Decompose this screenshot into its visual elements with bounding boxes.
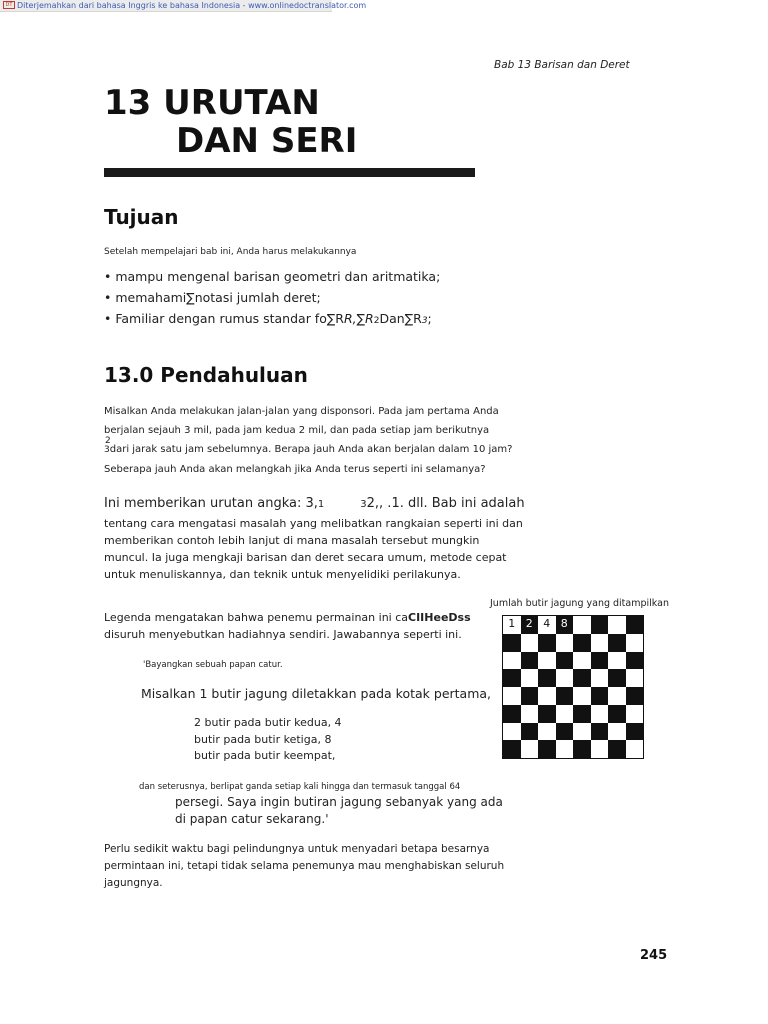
board-square — [521, 669, 539, 687]
running-header: Bab 13 Barisan dan Deret — [494, 59, 630, 71]
text-line: di papan catur sekarang.' — [175, 812, 329, 826]
board-square — [591, 740, 609, 758]
board-caption: Jumlah butir jagung yang ditampilkan — [490, 598, 669, 609]
text-line: berjalan sejauh 3 mil, pada jam kedua 2 mil, dan pada setiap jam berikutnya — [104, 425, 490, 436]
text-line: persegi. Saya ingin butiran jagung sebanyak yang ada — [175, 795, 503, 809]
board-square — [573, 723, 591, 741]
banner-text[interactable]: Diterjemahkan dari bahasa Inggris ke bahasa Indonesia - www.onlinedoctranslator.com — [17, 1, 367, 10]
board-square — [521, 616, 539, 634]
chapter-title-line2: DAN SERI — [176, 121, 358, 161]
board-square — [538, 705, 556, 723]
text-line: Legenda mengatakan bahwa penemu permainan ini caCIIHeeDss — [104, 611, 471, 624]
board-square — [521, 687, 539, 705]
board-square — [573, 687, 591, 705]
board-square — [591, 687, 609, 705]
board-square — [521, 652, 539, 670]
chapter-title-line1: 13 URUTAN — [104, 83, 320, 123]
board-square — [556, 616, 574, 634]
board-square — [591, 634, 609, 652]
legend-paragraph — [104, 609, 484, 643]
text-line: memberikan contoh lebih lanjut di mana masalah tersebut mungkin — [104, 534, 480, 547]
text-line: 2 3dari jarak satu jam sebelumnya. Berapa jauh Anda akan berjalan dalam 10 jam? — [104, 440, 524, 460]
chessboard — [502, 615, 644, 759]
board-square — [626, 669, 644, 687]
page-number: 245 — [640, 948, 668, 963]
board-square — [608, 687, 626, 705]
objectives-intro: Setelah mempelajari bab ini, Anda harus melakukannya — [104, 247, 357, 257]
board-square — [538, 740, 556, 758]
quote-lines — [194, 715, 342, 765]
board-square — [503, 687, 521, 705]
board-square — [503, 616, 521, 634]
board-square — [503, 652, 521, 670]
text-line: muncul. Ia juga mengkaji barisan dan deret secara umum, metode cepat — [104, 551, 507, 564]
board-square — [503, 634, 521, 652]
board-square — [608, 705, 626, 723]
board-square — [521, 634, 539, 652]
board-square — [626, 740, 644, 758]
board-square — [608, 652, 626, 670]
text-line: butir pada butir keempat, — [194, 749, 336, 762]
board-square — [538, 723, 556, 741]
text-line: tentang cara mengatasi masalah yang melibatkan rangkaian seperti ini dan — [104, 517, 523, 530]
board-square — [556, 687, 574, 705]
intro-heading: 13.0 Pendahuluan — [104, 363, 308, 387]
board-square — [591, 652, 609, 670]
board-square — [608, 616, 626, 634]
board-square — [503, 723, 521, 741]
board-square — [521, 723, 539, 741]
fraction-denominator: 3 — [104, 445, 110, 455]
board-square — [556, 705, 574, 723]
text-line: butir pada butir ketiga, 8 — [194, 732, 332, 746]
quote-main: Misalkan 1 butir jagung diletakkan pada kotak pertama, — [141, 686, 492, 701]
text-line: Perlu sedikit waktu bagi pelindungnya untuk menyadari betapa besarnya — [104, 843, 490, 855]
closing-paragraph — [104, 841, 504, 892]
intro-paragraph-2 — [104, 515, 523, 583]
intro-paragraph — [104, 402, 524, 479]
objective-item: • mampu mengenal barisan geometri dan aritmatika; — [104, 269, 441, 284]
title-rule — [104, 168, 475, 177]
text-line: Seberapa jauh Anda akan melangkah jika Anda terus seperti ini selamanya? — [104, 464, 486, 475]
board-square — [538, 652, 556, 670]
board-square — [591, 616, 609, 634]
board-square — [538, 616, 556, 634]
square-grain-count: 8 — [560, 617, 568, 630]
sequence-line: Ini memberikan urutan angka: 3,1 32,, .1. dll. Bab ini adalah — [104, 496, 525, 511]
board-square — [521, 740, 539, 758]
board-square — [626, 634, 644, 652]
board-square — [626, 723, 644, 741]
text-line: untuk menuliskannya, dan teknik untuk menyelidiki perilakunya. — [104, 568, 461, 581]
text-line: jagungnya. — [104, 877, 163, 889]
board-square — [538, 687, 556, 705]
board-square — [521, 705, 539, 723]
text-line: permintaan ini, tetapi tidak selama penemunya mau menghabiskan seluruh — [104, 860, 505, 872]
board-square — [573, 616, 591, 634]
board-square — [608, 634, 626, 652]
board-square — [626, 705, 644, 723]
quote-end — [175, 794, 503, 828]
board-square — [538, 634, 556, 652]
board-square — [626, 616, 644, 634]
quote-intro: 'Bayangkan sebuah papan catur. — [143, 660, 283, 670]
board-square — [591, 705, 609, 723]
board-square — [573, 705, 591, 723]
board-square — [556, 740, 574, 758]
board-square — [626, 687, 644, 705]
board-square — [556, 669, 574, 687]
board-square — [573, 652, 591, 670]
objective-item: • Familiar dengan rumus standar fo∑RR,∑R2Dan∑R3; — [104, 311, 432, 326]
square-grain-count: 1 — [508, 617, 516, 630]
objectives-heading: Tujuan — [104, 205, 179, 229]
text-line: Misalkan Anda melakukan jalan-jalan yang disponsori. Pada jam pertama Anda — [104, 406, 499, 417]
board-square — [503, 669, 521, 687]
board-square — [538, 669, 556, 687]
board-square — [573, 634, 591, 652]
board-square — [591, 669, 609, 687]
square-grain-count: 4 — [543, 617, 551, 630]
translator-logo-icon: DT — [3, 1, 15, 9]
board-square — [573, 669, 591, 687]
board-square — [608, 723, 626, 741]
translation-banner[interactable] — [0, 0, 367, 12]
objective-item: • memahami∑notasi jumlah deret; — [104, 290, 321, 305]
board-square — [608, 669, 626, 687]
board-square — [608, 740, 626, 758]
text-line: 2 butir pada butir kedua, 4 — [194, 716, 342, 729]
objectives-list — [104, 266, 440, 332]
board-square — [556, 723, 574, 741]
board-square — [591, 723, 609, 741]
board-square — [503, 705, 521, 723]
board-square — [626, 652, 644, 670]
text-line: disuruh menyebutkan hadiahnya sendiri. Jawabannya seperti ini. — [104, 628, 462, 641]
fraction-numerator: 2 — [105, 436, 111, 446]
board-square — [573, 740, 591, 758]
square-grain-count: 2 — [525, 617, 533, 630]
quote-etc: dan seterusnya, berlipat ganda setiap kali hingga dan termasuk tanggal 64 — [139, 782, 461, 792]
board-square — [556, 652, 574, 670]
board-square — [503, 740, 521, 758]
board-square — [556, 634, 574, 652]
